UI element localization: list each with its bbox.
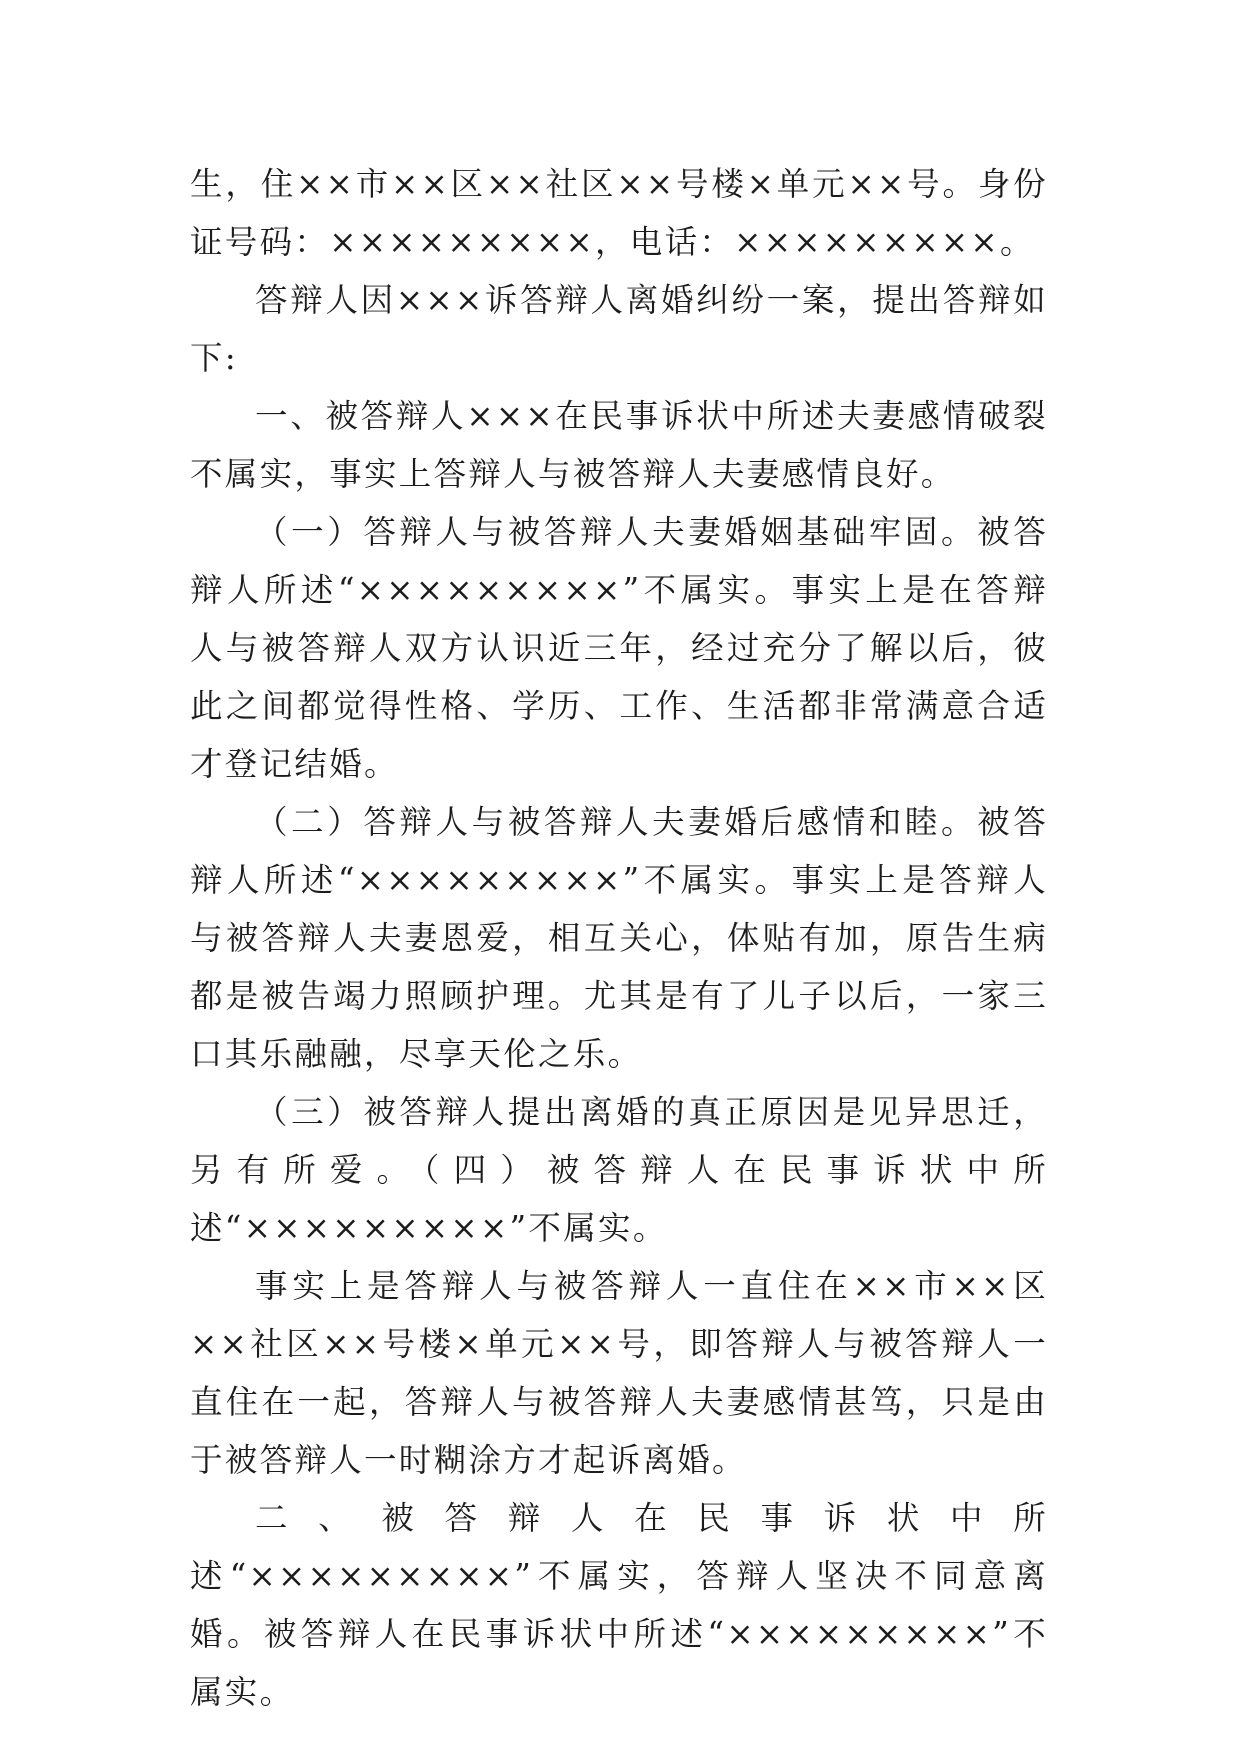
paragraph-4: （一）答辩人与被答辩人夫妻婚姻基础牢固。被答辩人所述“×××××××××”不属实。事实上是在答辩人与被答辩人双方认识近三年，经过充分了解以后，彼此之间都觉得性格、学历、工作、生活都非常满意合适才登记结婚。 [190,513,1048,783]
paragraph-7: 事实上是答辩人与被答辩人一直住在××市××区××社区××号楼×单元××号，即答辩人与被答辩人一直住在一起，答辩人与被答辩人夫妻感情甚笃，只是由于被答辩人一时糊涂方才起诉离婚。 [190,1267,1048,1479]
document-body [190,155,1048,1721]
paragraph-3: 一、被答辩人×××在民事诉状中所述夫妻感情破裂不属实，事实上答辩人与被答辩人夫妻感情良好。 [190,397,1048,493]
paragraph-6: （三）被答辩人提出离婚的真正原因是见异思迁，另有所爱。（四）被答辩人在民事诉状中所述“×××××××××”不属实。 [190,1093,1048,1247]
paragraph-5: （二）答辩人与被答辩人夫妻婚后感情和睦。被答辩人所述“×××××××××”不属实。事实上是答辩人与被答辩人夫妻恩爱，相互关心，体贴有加，原告生病都是被告竭力照顾护理。尤其是有了儿子以后，一家三口其乐融融，尽享天伦之乐。 [190,803,1048,1073]
paragraph-8: 二、被答辩人在民事诉状中所述“×××××××××”不属实，答辩人坚决不同意离婚。被答辩人在民事诉状中所述“×××××××××”不属实。 [190,1499,1048,1711]
paragraph-1: 生，住××市××区××社区××号楼×单元××号。身份证号码：×××××××××，电话：×××××××××。 [190,165,1048,261]
paragraph-2: 答辩人因×××诉答辩人离婚纠纷一案，提出答辩如下: [190,281,1048,377]
